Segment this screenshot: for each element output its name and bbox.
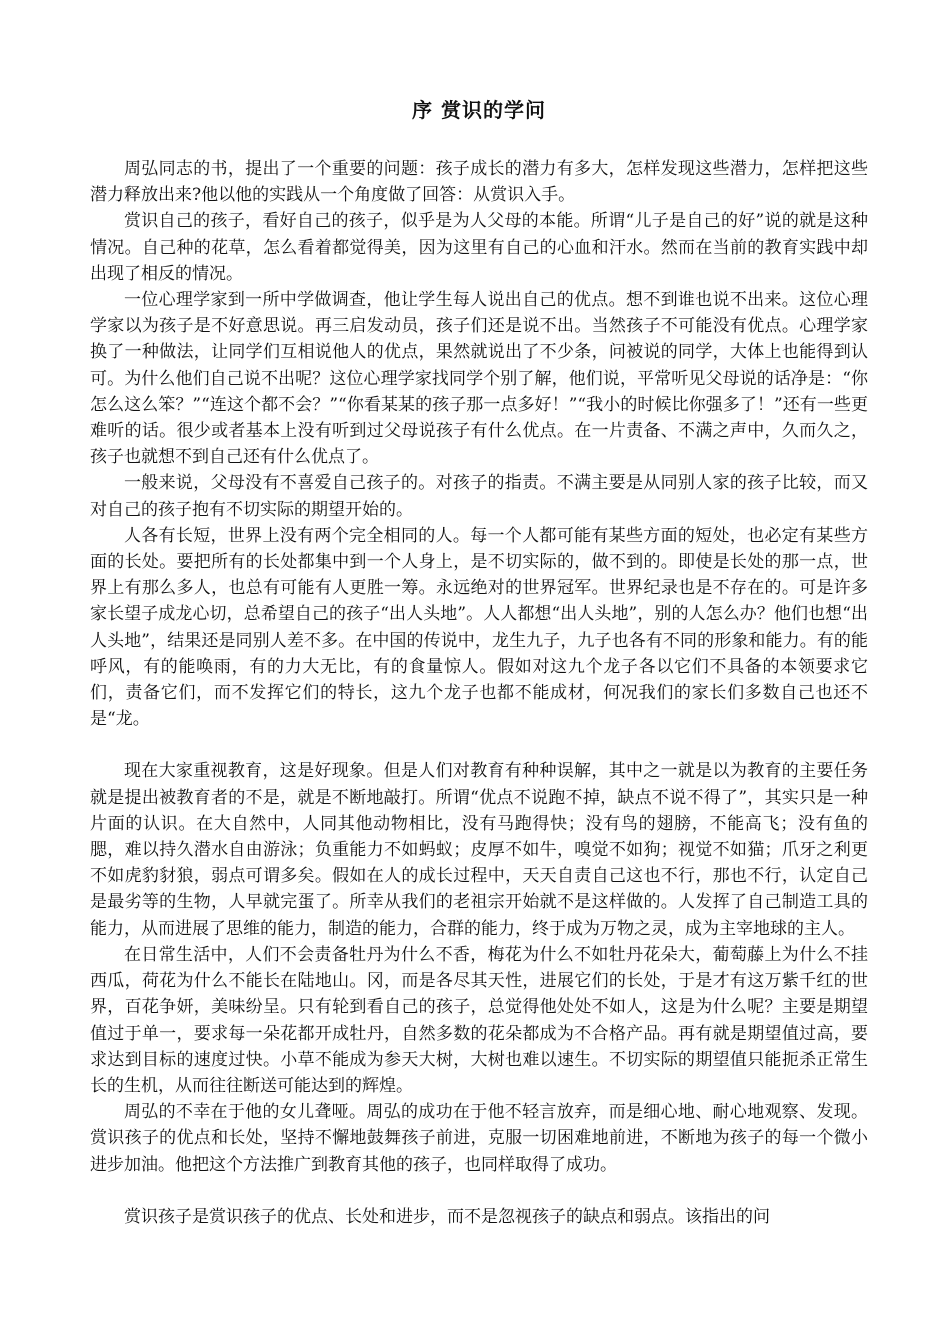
document-title: 序 赏识的学问: [412, 98, 546, 122]
document-page: [90, 92, 868, 1230]
paragraph-7: 在日常生活中，人们不会责备牡丹为什么不香，梅花为什么不如牡丹花朵大，葡萄藤上为什么不挂西瓜，荷花为什么不能长在陆地山。冈，而是各尽其天性，进展它们的长处，于是才有这万紫千红的世界，百花争妍，美味纷呈。只有轮到看自己的孩子，总觉得他处处不如人，这是为什么呢？主要是期望值过于单一，要求每一朵花都开成牡丹，自然多数的花朵都成为不合格产品。再有就是期望值过高，要求达到目标的速度过快。小草不能成为参天大树，大树也难以速生。不切实际的期望值只能扼杀正常生长的生机，从而往往断送可能达到的辉煌。: [90, 944, 868, 1096]
paragraph-3: 一位心理学家到一所中学做调查，他让学生每人说出自己的优点。想不到谁也说不出来。这位心理学家以为孩子是不好意思说。再三启发动员，孩子们还是说不出。当然孩子不可能没有优点。心理学家换了一种做法，让同学们互相说他人的优点，果然就说出了不少条，问被说的同学，大体上也能得到认可。为什么他们自己说不出呢？这位心理学家找同学个别了解，他们说，平常听见父母说的话净是：“你怎么这么笨？”“连这个都不会？”“你看某某的孩子那一点多好！”“我小的时候比你强多了！”还有一些更难听的话。很少或者基本上没有听到过父母说孩子有什么优点。在一片责备、不满之声中，久而久之，孩子也就想不到自己还有什么优点了。: [90, 290, 868, 468]
paragraph-6: 现在大家重视教育，这是好现象。但是人们对教育有种种误解，其中之一就是以为教育的主要任务就是提出被教育者的不是，就是不断地敲打。所谓“优点不说跑不掉，缺点不说不得了”，其实只是一种片面的认识。在大自然中，人同其他动物相比，没有马跑得快；没有鸟的翅膀，不能高飞；没有鱼的腮，难以持久潜水自由游泳；负重能力不如蚂蚁；皮厚不如牛，嗅觉不如狗；视觉不如猫；爪牙之利更不如虎豹豺狼，弱点可谓多矣。假如在人的成长过程中，天天自责自己这也不行，那也不行，认定自己是最劣等的生物，人早就完蛋了。所幸从我们的老祖宗开始就不是这样做的。人发挥了自己制造工具的能力，从而进展了思维的能力，制造的能力，合群的能力，终于成为万物之灵，成为主宰地球的主人。: [90, 761, 868, 939]
paragraph-gap: [90, 732, 868, 758]
paragraph-2: 赏识自己的孩子，看好自己的孩子，似乎是为人父母的本能。所谓“儿子是自己的好”说的就是这种情况。自己种的花草，怎么看着都觉得美，因为这里有自己的心血和汗水。然而在当前的教育实践中却出现了相反的情况。: [90, 211, 868, 284]
paragraph-8: 周弘的不幸在于他的女儿聋哑。周弘的成功在于他不轻言放弃，而是细心地、耐心地观察、发现。赏识孩子的优点和长处，坚持不懈地鼓舞孩子前进，克服一切困难地前进，不断地为孩子的每一个微小进步加油。他把这个方法推广到教育其他的孩子，也同样取得了成功。: [90, 1102, 868, 1175]
paragraph-4: 一般来说，父母没有不喜爱自己孩子的。对孩子的指责。不满主要是从同别人家的孩子比较，而又对自己的孩子抱有不切实际的期望开始的。: [90, 473, 868, 520]
paragraph-9: 赏识孩子是赏识孩子的优点、长处和进步，而不是忽视孩子的缺点和弱点。该指出的问: [124, 1206, 770, 1227]
paragraph-1: 周弘同志的书，提出了一个重要的问题：孩子成长的潜力有多大，怎样发现这些潜力，怎样把这些潜力释放出来?他以他的实践从一个角度做了回答：从赏识入手。: [90, 159, 868, 206]
paragraph-5: 人各有长短，世界上没有两个完全相同的人。每一个人都可能有某些方面的短处，也必定有某些方面的长处。要把所有的长处都集中到一个人身上，是不切实际的，做不到的。即使是长处的那一点，世界上有那么多人，也总有可能有人更胜一筹。永远绝对的世界冠军。世界纪录也是不存在的。可是许多家长望子成龙心切，总希望自己的孩子“出人头地”。人人都想“出人头地”，别的人怎么办？他们也想“出人头地”，结果还是同别人差不多。在中国的传说中，龙生九子，九子也各有不同的形象和能力。有的能呼风，有的能唤雨，有的力大无比，有的食量惊人。假如对这九个龙子各以它们不具备的本领要求它们，责备它们，而不发挥它们的特长，这九个龙子也都不能成材，何况我们的家长们多数自己也还不是“龙。: [90, 525, 868, 730]
paragraph-gap: [90, 1178, 868, 1204]
